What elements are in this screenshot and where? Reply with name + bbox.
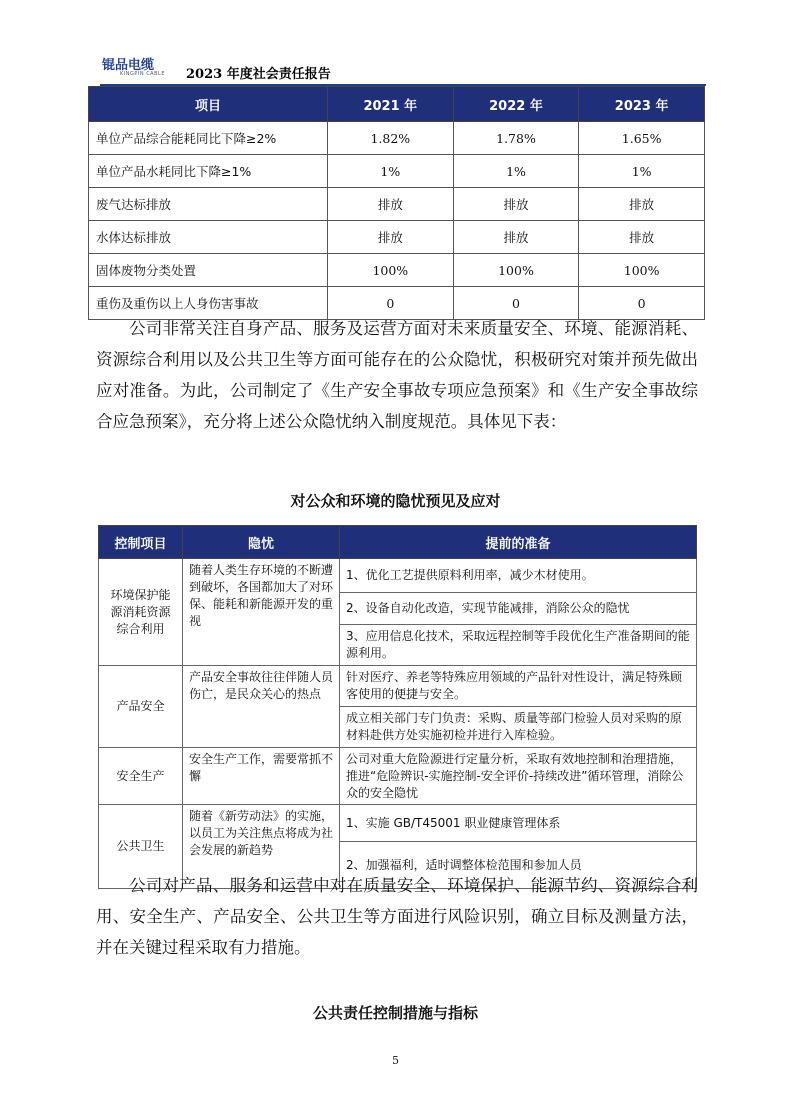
table-cell: 0 — [453, 287, 579, 320]
table-cell: 单位产品水耗同比下降≥1% — [89, 155, 328, 188]
table-cell: 0 — [328, 287, 454, 320]
table-row — [89, 221, 705, 254]
table-cell: 单位产品综合能耗同比下降≥2% — [89, 122, 328, 155]
table-cell: 1% — [579, 155, 705, 188]
indicators-table — [88, 86, 705, 320]
table-cell: 1.82% — [328, 122, 454, 155]
table-row — [89, 188, 705, 221]
table-header-row — [89, 87, 705, 122]
preparation-cell: 1、优化工艺提供原料利用率，减少木材使用。 — [340, 559, 697, 593]
table-cell: 100% — [453, 254, 579, 287]
table-row — [89, 122, 705, 155]
logo-text: 锟品电缆 — [102, 58, 155, 73]
table-cell: 废气达标排放 — [89, 188, 328, 221]
preparation-cell: 针对医疗、养老等特殊应用领域的产品针对性设计，满足特殊顾客使用的便捷与安全。 — [340, 666, 697, 707]
table-cell: 重伤及重伤以上人身伤害事故 — [89, 287, 328, 320]
risk-paragraph: 公司对产品、服务和运营中对在质量安全、环境保护、能源节约、资源综合利用、安全生产、产品安全、公共卫生等方面进行风险识别，确立目标及测量方法，并在关键过程采取有力措施。 — [96, 876, 698, 957]
table-cell: 排放 — [579, 221, 705, 254]
preparation-cell: 成立相关部门专门负责：采购、质量等部门检验人员对采购的原材料赴供方处实施初检并进行入库检验。 — [340, 707, 697, 748]
column-header: 隐忧 — [183, 526, 340, 559]
section-heading: 公共责任控制措施与指标 — [312, 1004, 478, 1022]
column-header: 2023 年 — [579, 87, 705, 122]
category-cell: 安全生产 — [99, 748, 183, 805]
table-cell: 1.65% — [579, 122, 705, 155]
category-cell: 环境保护能源消耗资源综合利用 — [99, 559, 183, 666]
intro-paragraph: 公司非常关注自身产品、服务及运营方面对未来质量安全、环境、能源消耗、资源综合利用以及公共卫生等方面可能存在的公众隐忧，积极研究对策并预先做出应对准备。为此，公司制定了《生产安全事故专项应急预案》和《生产安全事故综合应急预案》，充分将上述公众隐忧纳入制度规范。具体见下表： — [96, 319, 698, 431]
table-row — [99, 666, 697, 707]
company-logo — [100, 50, 180, 78]
table-cell: 排放 — [453, 188, 579, 221]
concern-cell: 产品安全事故往往伴随人员伤亡，是民众关心的热点 — [183, 666, 340, 748]
column-header: 项目 — [89, 87, 328, 122]
column-header: 2022 年 — [453, 87, 579, 122]
table-cell: 排放 — [579, 188, 705, 221]
table-row — [89, 254, 705, 287]
table-row — [99, 748, 697, 805]
logo-subtext: KINGPIN CABLE — [120, 71, 165, 77]
table-cell: 排放 — [328, 188, 454, 221]
column-header: 2021 年 — [328, 87, 454, 122]
preparation-cell: 2、加强福利，适时调整体检范围和参加人员 — [340, 842, 697, 889]
report-title: 2023 年度社会责任报告 — [186, 67, 331, 82]
preparation-cell: 1、实施 GB/T45001 职业健康管理体系 — [340, 805, 697, 842]
table-cell: 1% — [328, 155, 454, 188]
table-cell: 排放 — [328, 221, 454, 254]
category-cell: 公共卫生 — [99, 805, 183, 889]
table-cell: 100% — [328, 254, 454, 287]
preparation-cell: 公司对重大危险源进行定量分析，采取有效地控制和治理措施，推进“危险辨识-实施控制-安全评价-持续改进”循环管理，消除公众的安全隐忧 — [340, 748, 697, 805]
column-header: 控制项目 — [99, 526, 183, 559]
table-row — [89, 155, 705, 188]
preparation-cell: 3、应用信息化技术，采取远程控制等手段优化生产准备期间的能源利用。 — [340, 625, 697, 666]
column-header: 提前的准备 — [340, 526, 697, 559]
table-cell: 水体达标排放 — [89, 221, 328, 254]
page-header — [100, 50, 706, 86]
table-cell: 0 — [579, 287, 705, 320]
risk-table-title: 对公众和环境的隐忧预见及应对 — [290, 492, 501, 510]
table-cell: 1% — [453, 155, 579, 188]
table-cell: 固体废物分类处置 — [89, 254, 328, 287]
concern-cell: 随着人类生存环境的不断遭到破坏，各国都加大了对环保、能耗和新能源开发的重视 — [183, 559, 340, 666]
preparation-cell: 2、设备自动化改造，实现节能减排，消除公众的隐忧 — [340, 593, 697, 625]
risk-table — [98, 525, 697, 889]
category-cell: 产品安全 — [99, 666, 183, 748]
concern-cell: 安全生产工作，需要常抓不懈 — [183, 748, 340, 805]
table-cell: 1.78% — [453, 122, 579, 155]
table-header-row — [99, 526, 697, 559]
page-number: 5 — [392, 1054, 399, 1067]
table-cell: 排放 — [453, 221, 579, 254]
concern-cell: 随着《新劳动法》的实施，以员工为关注焦点将成为社会发展的新趋势 — [183, 805, 340, 889]
table-cell: 100% — [579, 254, 705, 287]
table-row — [99, 559, 697, 593]
table-row — [99, 805, 697, 842]
